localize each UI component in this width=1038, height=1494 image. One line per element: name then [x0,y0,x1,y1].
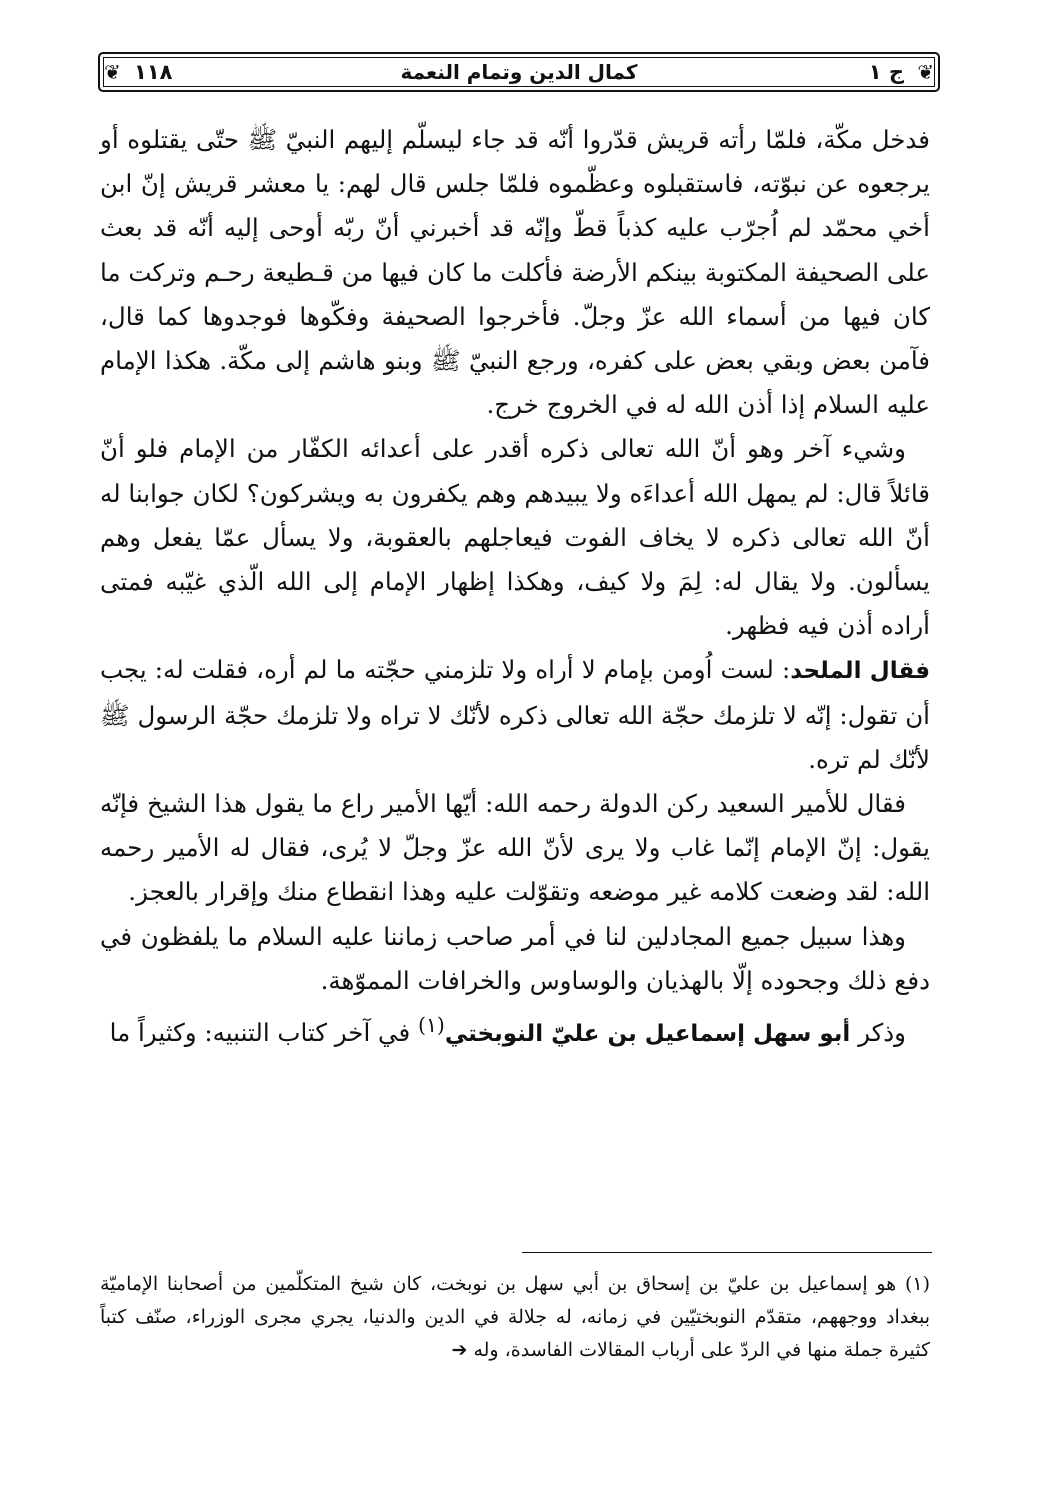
paragraph-6-post: في آخر كتاب التنبيه: وكثيراً ما [109,1018,418,1048]
footnote-text: (١) هو إسماعيل بن عليّ بن إسحاق بن أبي سهل بن نوبخت، كان شيخ المتكلّمين من أصحابنا الإماميّة ببغداد ووجههم، متقدّم النوبختيّين في زمانه، له جلالة في الدين والدنيا، يجري مجرى الوزراء، صنّف كتباً كثيرة جملة منها في الردّ على أرباب المقالات الفاسدة، وله [100,1273,930,1361]
volume-label: ج ١ [868,60,904,84]
paragraph-3 [100,648,930,782]
author-name: أبو سهل إسماعيل بن عليّ النوبختي [444,1021,851,1048]
footnote-1 [100,1268,930,1367]
header-ornament-right-icon: ❦ [917,60,934,84]
paragraph-1: فدخل مكّة، فلمّا رأته قريش قدّروا أنّه قد جاء ليسلّم إليهم النبيّ ﷺ حتّى يقتلوه أو يرجعوه عن نبوّته، فاستقبلوه وعظّموه فلمّا جلس قال لهم: يا معشر قريش إنّ ابن أخي محمّد لم اُجرّب عليه كذباً قطّ وإنّه قد أخبرني أنّ ربّه أوحى إليه أنّه قد بعث على الصحيفة المكتوبة بينكم الأرضة فأكلت ما كان فيها من قـطيعة رحـم وتركت ما كان فيها من أسماء الله عزّ وجلّ. فأخرجوا الصحيفة وفكّوها فوجدوها كما قال، فآمن بعض وبقي بعض على كفره، ورجع النبيّ ﷺ وبنو هاشم إلى مكّة. هكذا الإمام عليه السلام إذا أذن الله له في الخروج خرج. [100,125,930,420]
main-text [100,118,930,1056]
page-number: ١١٨ [134,60,173,84]
paragraph-6 [100,1003,930,1056]
footnote-ref: (١) [417,1013,445,1038]
paragraph-6-pre: وذكر [850,1018,906,1048]
bold-lead: فقال الملحد [790,658,931,685]
paragraph-5: وهذا سبيل جميع المجادلين لنا في أمر صاحب زماننا عليه السلام ما يلفظون في دفع ذلك وجحوده إلّا بالهذيان والوساوس والخرافات المموّهة. [100,921,930,995]
paragraph-2: وشيء آخر وهو أنّ الله تعالى ذكره أقدر على أعدائه الكفّار من الإمام فلو أنّ قائلاً قال: لم يمهل الله أعداءَه ولا يبيدهم وهم يكفرون به ويشركون؟ لكان جوابنا له أنّ الله تعالى ذكره لا يخاف الفوت فيعاجلهم بالعقوبة، ولا يسأل عمّا يفعل وهم يسألون. ولا يقال له: لِمَ ولا كيف، وهكذا إظهار الإمام إلى الله الّذي غيّبه فمتى أراده أذن فيه فظهر. [100,434,930,641]
paragraph-3-rest: : لست اُومن بإمام لا أراه ولا تلزمني حجّته ما لم أره، فقلت له: يجب أن تقول: إنّه لا تلزمك حجّة الله تعالى ذكره لأنّك لا تراه ولا تلزمك حجّة الرسول ﷺ لأنّك لم تره. [100,655,930,774]
running-header [98,52,940,92]
footnote-divider [522,1252,932,1253]
paragraph-4: فقال للأمير السعيد ركن الدولة رحمه الله: أيّها الأمير راع ما يقول هذا الشيخ فإنّه يقول: إنّ الإمام إنّما غاب ولا يرى لأنّ الله عزّ وجلّ لا يُرى، فقال له الأمير رحمه الله: لقد وضعت كلامه غير موضعه وتقوّلت عليه وهذا انقطاع منك وإقرار بالعجز. [100,789,930,907]
footnote [100,1268,930,1367]
continue-arrow-icon: ➔ [451,1339,468,1361]
header-ornament-left-icon: ❦ [104,60,121,84]
book-title: كمال الدين وتمام النعمة [400,60,638,84]
